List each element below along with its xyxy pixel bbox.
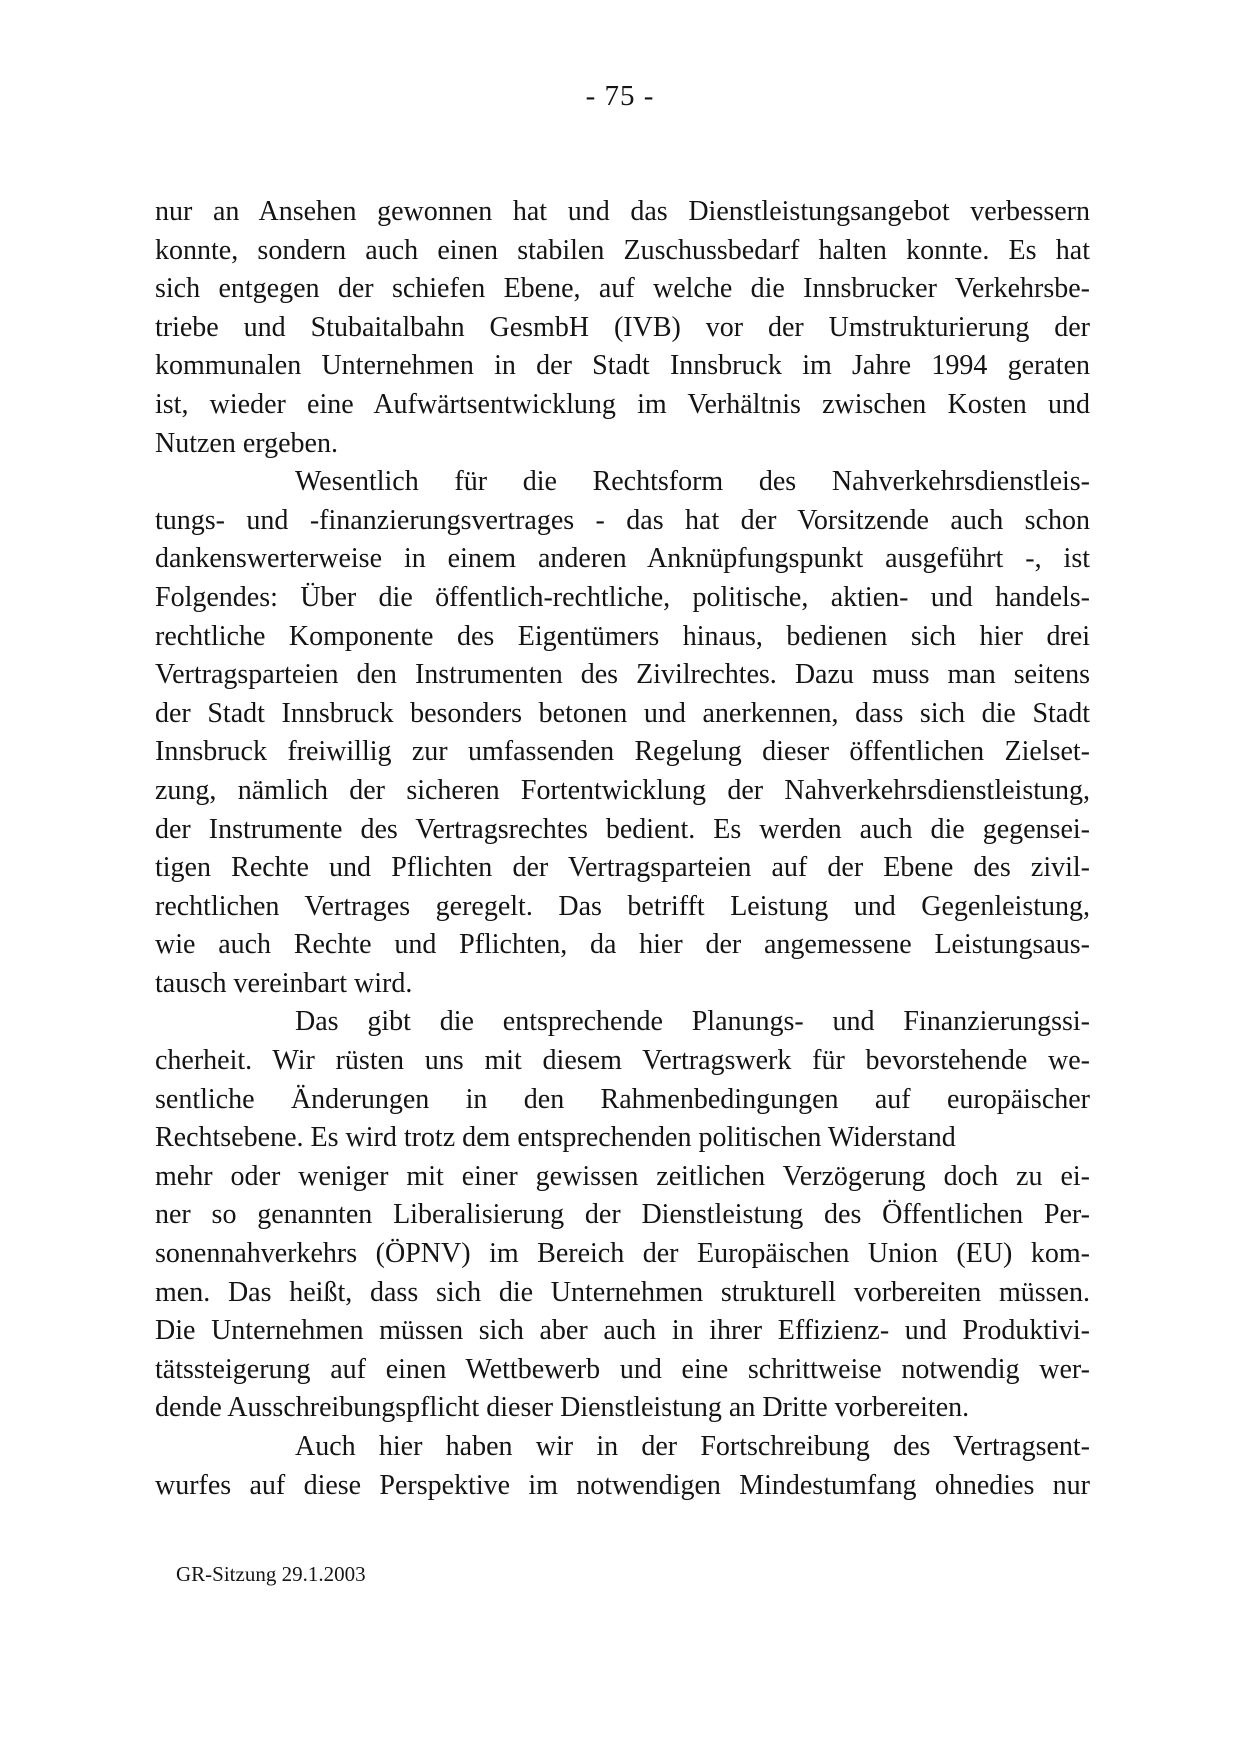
text-line: Nutzen ergeben. [155,427,338,459]
text-line: cherheit. Wir rüsten uns mit diesem Vertragswerk für bevorstehende we- [155,1045,1090,1077]
text-line: Rechtsebene. Es wird trotz dem entsprechenden politischen Widerstand [155,1122,956,1154]
text-line: Folgendes: Über die öffentlich-rechtliche, politische, aktien- und handels- [155,581,1090,613]
text-line: konnte, sondern auch einen stabilen Zuschussbedarf halten konnte. Es hat [155,234,1090,266]
text-line: men. Das heißt, dass sich die Unternehmen strukturell vorbereiten müssen. [155,1276,1090,1308]
text-line: mehr oder weniger mit einer gewissen zeitlichen Verzögerung doch zu ei- [155,1160,1090,1192]
text-line: rechtlichen Vertrages geregelt. Das betrifft Leistung und Gegenleistung, [155,890,1090,922]
text-line: der Instrumente des Vertragsrechtes bedient. Es werden auch die gegensei- [155,813,1090,845]
text-line: kommunalen Unternehmen in der Stadt Innsbruck im Jahre 1994 geraten [155,350,1090,382]
text-line: wie auch Rechte und Pflichten, da hier der angemessene Leistungsaus- [155,929,1090,961]
text-line: tungs- und -finanzierungsvertrages - das hat der Vorsitzende auch schon [155,504,1090,536]
text-line: sentliche Änderungen in den Rahmenbedingungen auf europäischer [155,1083,1090,1115]
text-line: wurfes auf diese Perspektive im notwendigen Mindestumfang ohnedies nur [155,1469,1090,1501]
text-line: Wesentlich für die Rechtsform des Nahverkehrsdienstleis- [295,466,1090,498]
text-line: sonennahverkehrs (ÖPNV) im Bereich der Europäischen Union (EU) kom- [155,1238,1090,1270]
text-line: triebe und Stubaitalbahn GesmbH (IVB) vor der Umstrukturierung der [155,311,1090,343]
text-line: dende Ausschreibungspflicht dieser Dienstleistung an Dritte vorbereiten. [155,1392,970,1424]
page-number: - 75 - [585,80,655,112]
text-line: Innsbruck freiwillig zur umfassenden Regelung dieser öffentlichen Zielset- [155,736,1090,768]
text-line: tigen Rechte und Pflichten der Vertragsparteien auf der Ebene des zivil- [155,852,1090,884]
body-text [155,193,1090,1505]
text-line: ist, wieder eine Aufwärtsentwicklung im Verhältnis zwischen Kosten und [155,388,1090,420]
text-line: Vertragsparteien den Instrumenten des Zivilrechtes. Dazu muss man seitens [155,659,1090,691]
text-line: Die Unternehmen müssen sich aber auch in ihrer Effizienz- und Produktivi- [155,1315,1090,1347]
text-line: rechtliche Komponente des Eigentümers hinaus, bedienen sich hier drei [155,620,1090,652]
text-line: der Stadt Innsbruck besonders betonen und anerkennen, dass sich die Stadt [155,697,1090,729]
text-line: Das gibt die entsprechende Planungs- und Finanzierungssi- [295,1006,1090,1038]
paragraph [155,1428,1090,1505]
text-line: Auch hier haben wir in der Fortschreibung des Vertragsent- [295,1431,1090,1462]
footer-note: GR-Sitzung 29.1.2003 [176,1562,366,1586]
text-line: ner so genannten Liberalisierung der Dienstleistung des Öffentlichen Per- [155,1199,1090,1231]
text-line: zung, nämlich der sicheren Fortentwicklung der Nahverkehrsdienstleistung, [155,774,1090,806]
text-line: nur an Ansehen gewonnen hat und das Dienstleistungsangebot verbessern [155,196,1090,227]
paragraph [155,1003,1090,1428]
text-line: tätssteigerung auf einen Wettbewerb und eine schrittweise notwendig wer- [155,1353,1090,1385]
text-line: sich entgegen der schiefen Ebene, auf welche die Innsbrucker Verkehrsbe- [155,273,1090,305]
paragraph [155,193,1090,463]
paragraph [155,463,1090,1003]
text-line: dankenswerterweise in einem anderen Anknüpfungspunkt ausgeführt -, ist [155,543,1090,575]
text-line: tausch vereinbart wird. [155,967,413,999]
